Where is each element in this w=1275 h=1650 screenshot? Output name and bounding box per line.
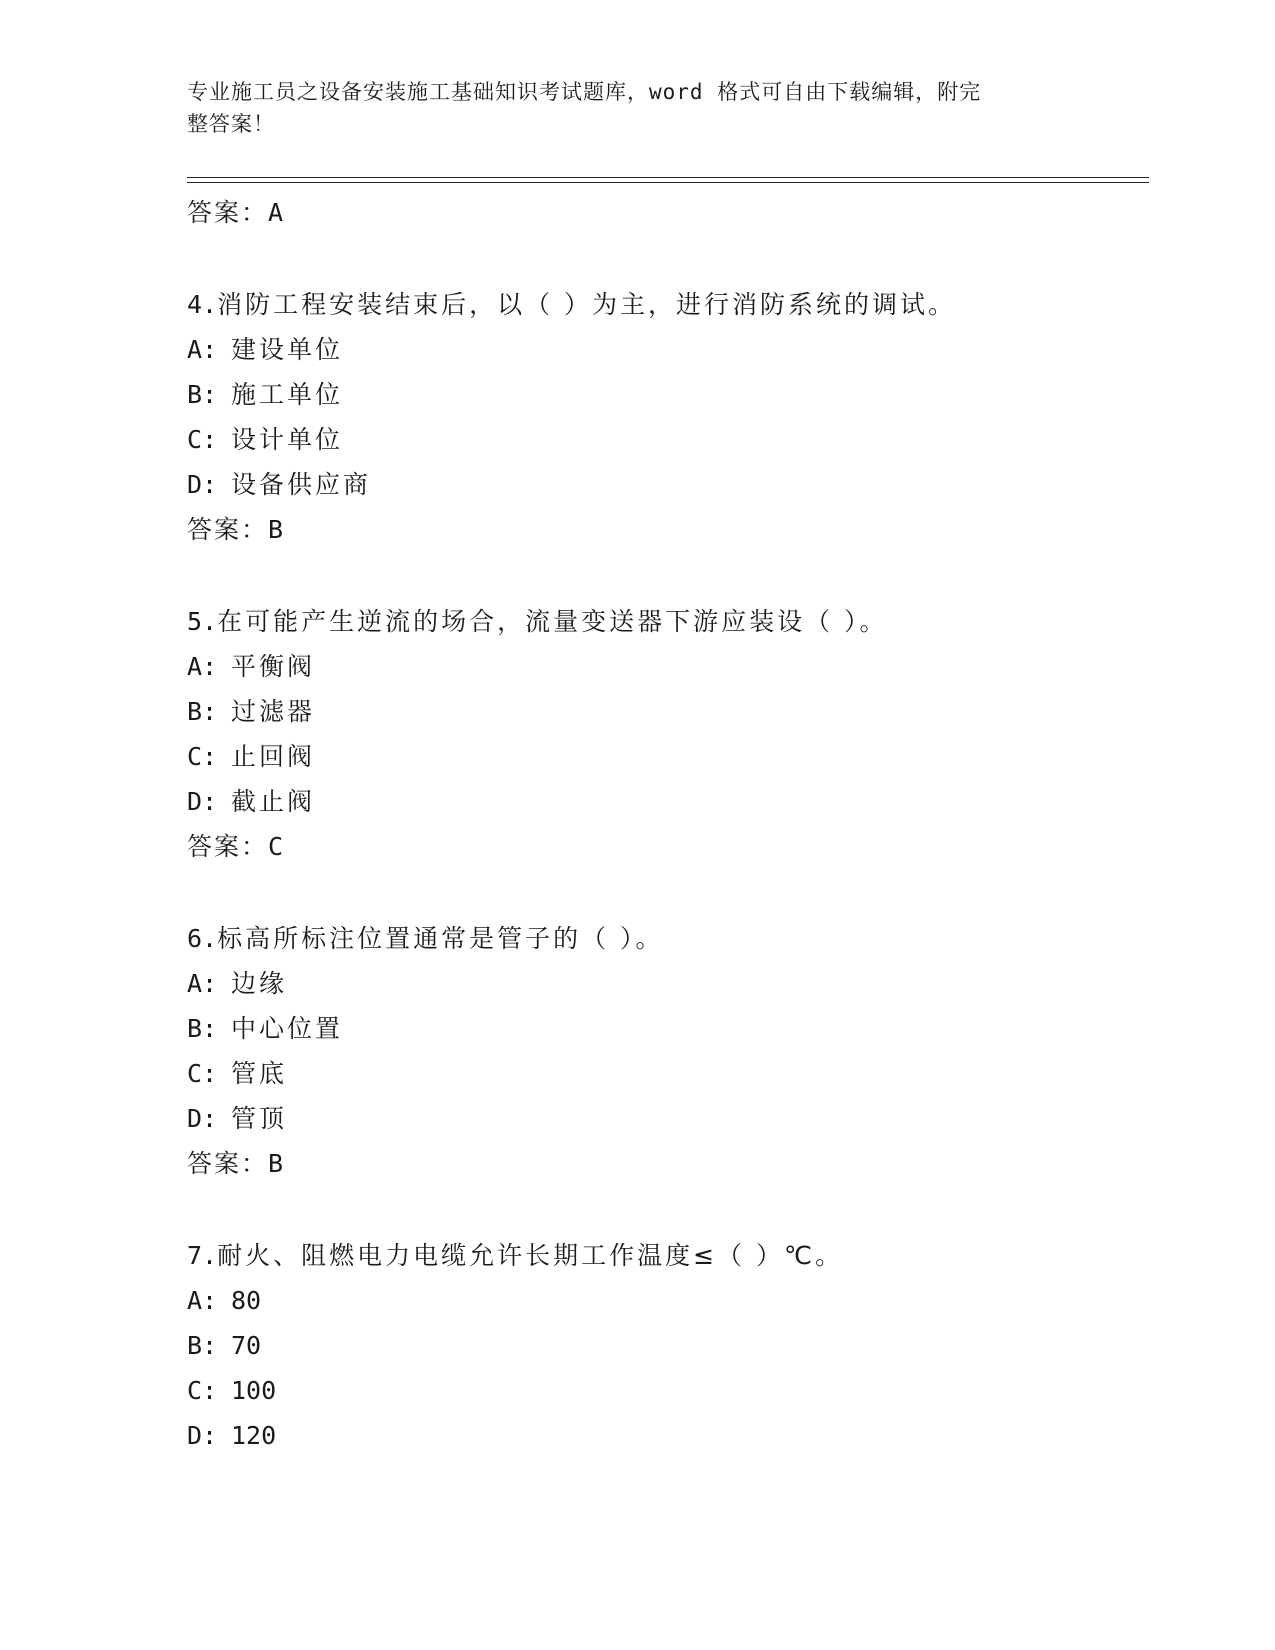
answer-line: [187, 824, 1147, 869]
option-text: 70: [231, 1331, 262, 1360]
option-key: A:: [187, 335, 218, 364]
question-stem: 消防工程安装结束后，以（ ）为主，进行消防系统的调试。: [217, 290, 957, 319]
option-key: A:: [187, 1286, 218, 1315]
option-item: [187, 1413, 1147, 1458]
answer-label: 答案：: [187, 1149, 269, 1178]
question-number: 4.: [187, 290, 218, 319]
option-item: [187, 779, 1147, 824]
option-text: 截止阀: [231, 787, 316, 816]
answer-line: [187, 507, 1147, 552]
option-item: [187, 734, 1147, 779]
question-text: [187, 282, 1147, 327]
option-text: 过滤器: [231, 697, 316, 726]
header-divider-bottom: [187, 182, 1149, 183]
option-text: 管底: [231, 1059, 288, 1088]
option-key: D:: [187, 470, 218, 499]
question-stem: 在可能产生逆流的场合，流量变送器下游应装设（ ）。: [217, 607, 888, 636]
option-key: A:: [187, 652, 218, 681]
option-key: A:: [187, 969, 218, 998]
option-text: 80: [231, 1286, 262, 1315]
option-text: 100: [231, 1376, 277, 1405]
option-item: [187, 961, 1147, 1006]
option-item: [187, 327, 1147, 372]
question-text: [187, 916, 1147, 961]
header-line-1: 专业施工员之设备安装施工基础知识考试题库，word 格式可自由下载编辑，附完: [187, 80, 982, 104]
answer-value: B: [268, 1149, 286, 1178]
option-item: [187, 1096, 1147, 1141]
option-text: 120: [231, 1421, 277, 1450]
question-text: [187, 1233, 1147, 1278]
option-key: C:: [187, 742, 218, 771]
answer-label: 答案：: [187, 515, 269, 544]
answer-label: 答案：: [187, 832, 269, 861]
answer-label: 答案：: [187, 198, 269, 227]
answer-value: C: [268, 832, 286, 861]
option-item: [187, 417, 1147, 462]
option-key: B:: [187, 1014, 218, 1043]
answer-value: B: [268, 515, 286, 544]
option-text: 建设单位: [231, 335, 344, 364]
option-key: B:: [187, 380, 218, 409]
option-key: C:: [187, 1059, 218, 1088]
option-key: C:: [187, 425, 218, 454]
question-number: 5.: [187, 607, 218, 636]
answer-line: [187, 190, 1147, 235]
document-header: [187, 76, 1067, 140]
option-item: [187, 1278, 1147, 1323]
option-item: [187, 644, 1147, 689]
option-text: 边缘: [231, 969, 288, 998]
option-item: [187, 1006, 1147, 1051]
option-key: C:: [187, 1376, 218, 1405]
option-text: 中心位置: [231, 1014, 344, 1043]
option-item: [187, 372, 1147, 417]
answer-value: A: [268, 198, 286, 227]
option-item: [187, 462, 1147, 507]
option-text: 设备供应商: [231, 470, 372, 499]
option-item: [187, 689, 1147, 734]
question-text: [187, 599, 1147, 644]
option-text: 止回阀: [231, 742, 316, 771]
option-text: 平衡阀: [231, 652, 316, 681]
option-item: [187, 1051, 1147, 1096]
header-divider-top: [187, 177, 1149, 178]
option-key: B:: [187, 1331, 218, 1360]
question-number: 6.: [187, 924, 218, 953]
option-key: D:: [187, 787, 218, 816]
option-key: D:: [187, 1421, 218, 1450]
option-text: 施工单位: [231, 380, 344, 409]
option-text: 设计单位: [231, 425, 344, 454]
header-line-2: 整答案！: [187, 112, 275, 136]
answer-line: [187, 1141, 1147, 1186]
option-text: 管顶: [231, 1104, 288, 1133]
option-key: D:: [187, 1104, 218, 1133]
option-item: [187, 1323, 1147, 1368]
question-stem: 耐火、阻燃电力电缆允许长期工作温度≤（ ）℃。: [217, 1241, 844, 1270]
question-stem: 标高所标注位置通常是管子的（ ）。: [217, 924, 664, 953]
question-list: [187, 190, 1147, 1458]
option-key: B:: [187, 697, 218, 726]
question-number: 7.: [187, 1241, 218, 1270]
option-item: [187, 1368, 1147, 1413]
